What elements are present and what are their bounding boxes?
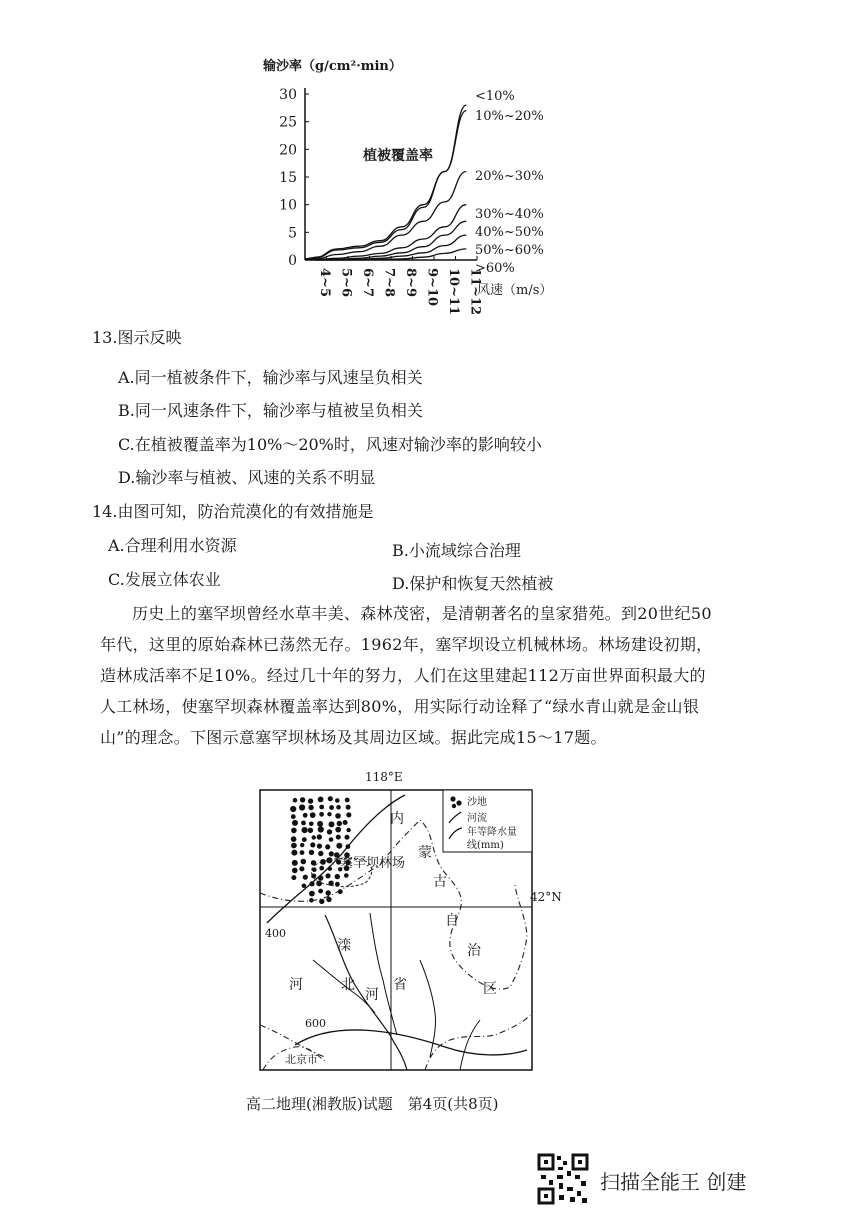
sand-dot — [308, 798, 313, 803]
passage-text: 历史上的塞罕坝曾经水草丰美、森林茂密，是清朝著名的皇家猎苑。到20世纪50年代，这里的原始森林已荡然无存。1962年，塞罕坝设立机械林场。林场建设初期，造林成活率不足10%。经过几十年的努力，人们在这里建起112万亩世界面积最大的人工林场，使塞罕坝森林覆盖率达到80%，用实际行动诠释了“绿水青山就是金山银山”的理念。下图示意塞罕坝林场及其周边区域。据此完成15～17题。 — [100, 604, 713, 747]
sand-dot — [325, 844, 330, 849]
beijing-label: 北京市 — [285, 1053, 318, 1066]
q14-stem: 14.由图可知，防治荒漠化的有效措施是 — [92, 502, 374, 521]
x-tick-label: 10~11 — [445, 268, 461, 316]
sand-dot — [329, 821, 335, 827]
x-tick-label: 4~5 — [316, 268, 332, 297]
x-tick-label: 9~10 — [424, 268, 440, 307]
sand-dot — [318, 851, 323, 856]
y-tick-label: 5 — [288, 225, 297, 242]
isohyet-400-label: 400 — [265, 927, 286, 940]
im-char-6: 区 — [483, 981, 497, 997]
sand-dot — [325, 873, 330, 878]
sand-dot — [309, 822, 314, 827]
q14-option-b: B.小流域综合治理 — [392, 541, 521, 560]
sand-dot — [309, 891, 315, 897]
q14-option-c: C.发展立体农业 — [108, 570, 221, 589]
series-label: >60% — [475, 261, 515, 276]
x-tick-label: 7~8 — [381, 268, 397, 297]
hebei-char-2: 北 — [341, 977, 355, 993]
sand-dot — [343, 820, 348, 825]
sand-dot — [308, 805, 313, 810]
page-footer: 高二地理(湘教版)试题 第4页(共8页) — [246, 1095, 499, 1113]
sand-dot — [336, 835, 341, 840]
scanner-watermark: 扫描全能王 创建 — [600, 1170, 747, 1194]
forest-label: 塞罕坝林场 — [340, 856, 406, 871]
sediment-chart — [255, 48, 585, 330]
sand-dot — [317, 844, 322, 849]
y-tick-label: 30 — [279, 87, 297, 103]
y-tick-label: 10 — [279, 197, 297, 214]
sand-dot — [318, 826, 324, 832]
im-char-3: 古 — [433, 874, 447, 890]
legend-isohyet: 年等降水量 — [467, 827, 517, 838]
sand-dot — [326, 897, 331, 902]
sand-dot — [318, 889, 323, 894]
sand-dot — [300, 843, 304, 847]
isohyet-600-label: 600 — [305, 1017, 326, 1030]
q13-stem: 13.图示反映 — [92, 328, 182, 347]
river-trib-4 — [460, 1020, 480, 1070]
sand-area — [290, 796, 351, 904]
sand-dot — [317, 834, 322, 839]
sand-dot — [336, 843, 342, 849]
sand-dot — [292, 868, 298, 874]
y-tick-label: 25 — [279, 114, 297, 131]
river-trib-3 — [420, 960, 436, 1057]
sand-dot — [301, 821, 306, 826]
river-trib-1 — [370, 913, 397, 1035]
sand-dot — [291, 843, 297, 849]
sand-dot — [293, 798, 298, 803]
sand-dot — [335, 798, 340, 803]
sand-dot — [292, 820, 298, 826]
sand-dot — [319, 805, 324, 810]
im-char-1: 内 — [390, 811, 404, 827]
y-tick-label: 0 — [288, 253, 297, 269]
sand-dot — [302, 884, 307, 889]
chart-xlabel: 风速（m/s） — [477, 283, 553, 298]
q13-option-d: D.输沙率与植被、风速的关系不明显 — [118, 468, 376, 487]
luan-char-2: 河 — [365, 987, 379, 1003]
sand-dot — [310, 812, 316, 818]
sand-dot — [336, 805, 341, 810]
sand-dot — [300, 797, 305, 802]
x-tick-label: 11~12 — [467, 268, 483, 316]
longitude-label: 118°E — [365, 770, 403, 784]
sand-dot — [344, 873, 349, 878]
sand-dot — [308, 828, 313, 833]
sand-dot — [346, 828, 350, 832]
sand-dot — [327, 812, 331, 816]
q13-option-b: B.同一风速条件下，输沙率与植被呈负相关 — [118, 401, 423, 420]
legend-river: 河流 — [467, 813, 487, 824]
sand-dot — [335, 827, 341, 833]
y-tick-label: 15 — [279, 170, 297, 186]
saihanba-map — [255, 765, 575, 1085]
sand-dot — [345, 835, 350, 840]
sand-dot — [327, 829, 332, 834]
hebei-char-1: 河 — [289, 977, 303, 993]
qr-code-icon — [537, 1153, 589, 1205]
vegetation-annotation: 植被覆盖率 — [363, 148, 433, 164]
sand-dot — [329, 805, 334, 810]
sand-legend-icon — [450, 796, 455, 801]
series-label: 10%~20% — [475, 109, 544, 124]
sand-dot — [346, 812, 351, 817]
sand-dot — [317, 821, 323, 827]
sand-legend-icon-dot3 — [452, 804, 456, 808]
sand-dot — [303, 875, 308, 880]
sand-dot — [312, 835, 316, 839]
series-label: 20%~30% — [475, 169, 544, 184]
sand-dot — [337, 821, 342, 826]
sand-dot — [302, 837, 307, 842]
im-char-2: 蒙 — [418, 845, 432, 861]
sand-dot — [303, 813, 308, 818]
sand-dot — [302, 827, 308, 833]
x-tick-label: 6~7 — [359, 268, 375, 297]
sand-dot — [326, 890, 331, 895]
sand-dot — [291, 875, 296, 880]
series-label: 30%~40% — [475, 207, 544, 222]
luan-char-1: 滦 — [337, 938, 351, 954]
series-label: <10% — [475, 89, 515, 104]
series-label: 50%~60% — [475, 243, 544, 258]
x-tick-label: 5~6 — [338, 268, 354, 297]
sand-dot — [292, 860, 298, 866]
q14-option-d: D.保护和恢复天然植被 — [392, 574, 554, 593]
chart-ylabel: 输沙率（g/cm²·min） — [263, 59, 402, 74]
sand-dot — [309, 850, 314, 855]
sand-dot — [291, 814, 296, 819]
sand-dot — [345, 798, 350, 803]
sand-dot — [319, 812, 324, 817]
sand-dot — [346, 805, 351, 810]
sand-dot — [329, 837, 334, 842]
im-char-4: 自 — [445, 913, 459, 929]
sand-dot — [301, 859, 307, 865]
sand-dot — [299, 866, 304, 871]
y-tick-label: 20 — [279, 142, 297, 159]
isohyet-600 — [295, 1030, 527, 1055]
x-tick-label: 8~9 — [402, 268, 418, 297]
series-label: 40%~50% — [475, 225, 544, 240]
sand-dot — [310, 842, 315, 847]
sand-dot — [291, 850, 297, 856]
sand-dot — [290, 806, 296, 812]
sand-dot — [329, 851, 334, 856]
series-line — [305, 111, 466, 259]
sand-dot — [335, 874, 340, 879]
legend-isohyet-unit: 线(mm) — [467, 840, 504, 851]
q13-option-c: C.在植被覆盖率为10%～20%时，风速对输沙率的影响较小 — [118, 435, 542, 454]
sand-dot — [318, 797, 324, 803]
sand-dot — [300, 850, 305, 855]
sand-dot — [291, 836, 297, 842]
sand-legend-icon-dot2 — [456, 800, 461, 805]
q13-option-a: A.同一植被条件下，输沙率与风速呈负相关 — [118, 368, 423, 387]
sand-dot — [335, 813, 341, 819]
sand-dot — [328, 796, 333, 801]
legend-sand: 沙地 — [467, 797, 487, 808]
q14-option-a: A.合理利用水资源 — [108, 536, 237, 555]
sand-dot — [319, 866, 324, 871]
sand-dot — [299, 804, 305, 810]
sand-dot — [291, 828, 297, 834]
im-char-5: 治 — [467, 943, 481, 959]
latitude-label: 42°N — [530, 890, 562, 904]
hebei-char-3: 省 — [393, 977, 407, 993]
